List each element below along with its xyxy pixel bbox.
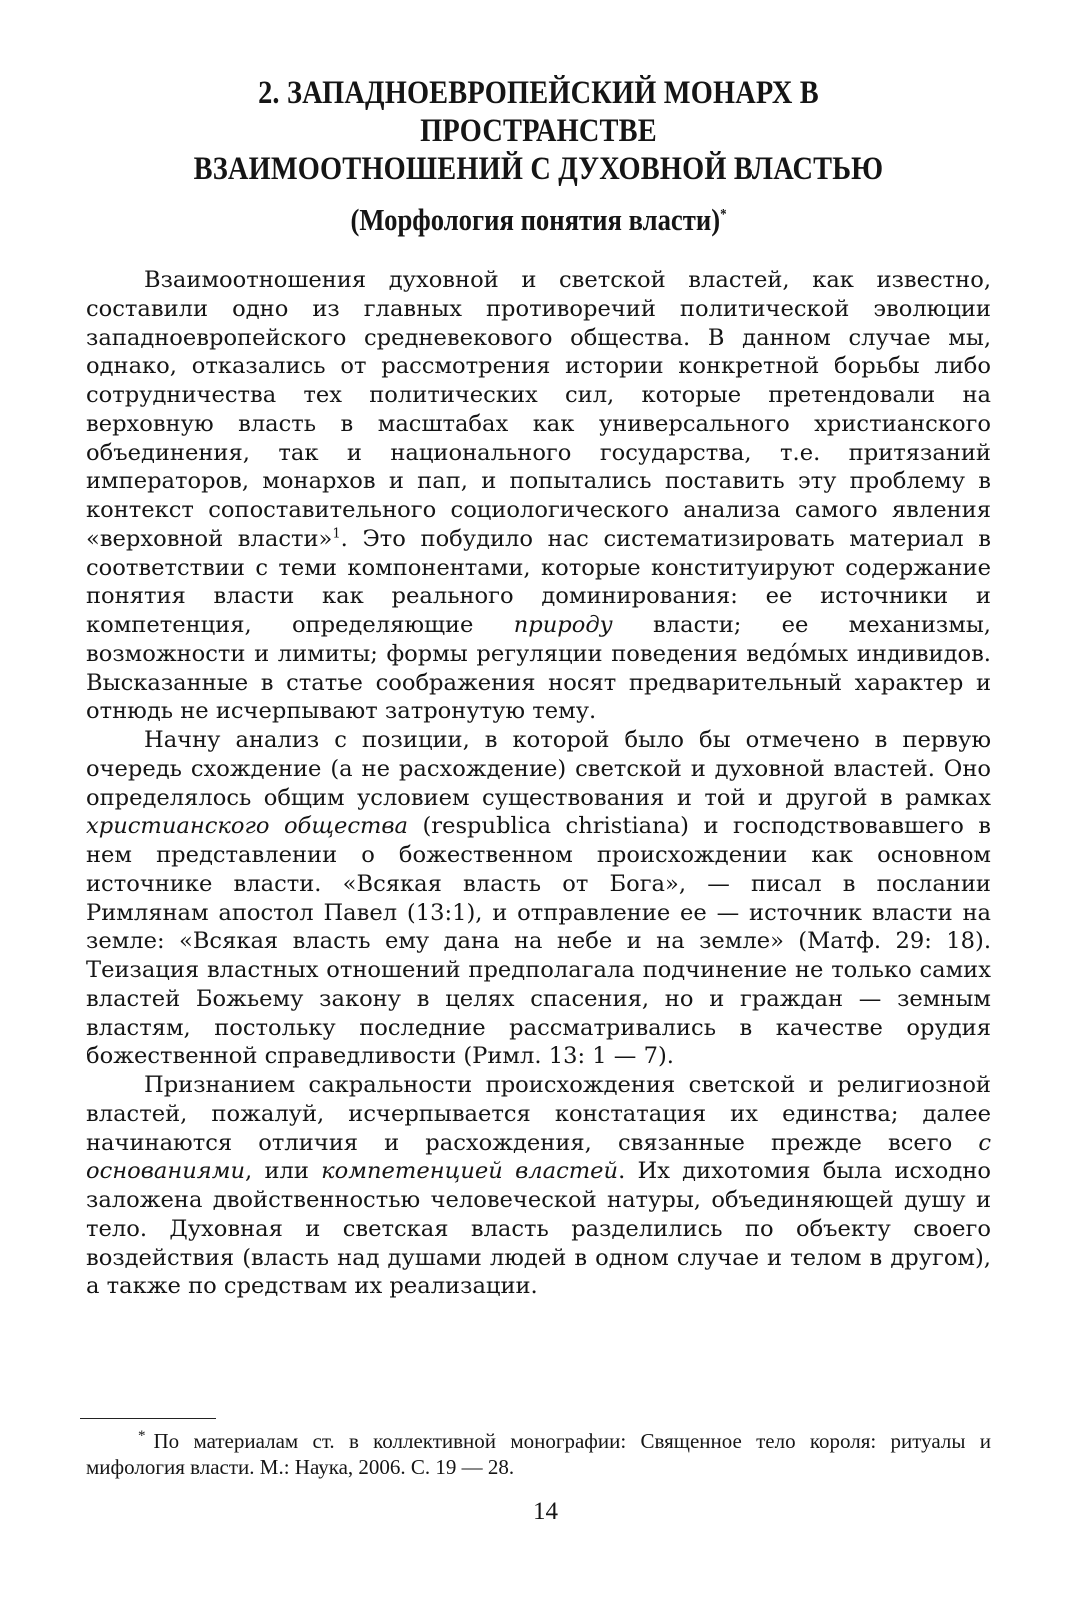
paragraph-3-text-c: . Их дихотомия была исходно заложена двойственностью человеческой натуры, объединяющей душу и тело. Духовная и светская власть разделились по объекту своего воздействия (власть над душами людей в одном случае и телом в другом), а также по средствам их реализации. [86,1158,991,1300]
chapter-heading-line-1: 2. ЗАПАДНОЕВРОПЕЙСКИЙ МОНАРХ В ПРОСТРАНСТВЕ [258,75,819,149]
chapter-heading-line-2: ВЗАИМООТНОШЕНИЙ С ДУХОВНОЙ ВЛАСТЬЮ [193,151,884,187]
body-text [86,266,991,1301]
chapter-subtitle [149,202,927,238]
paragraph-1-emphasis: природу [513,612,613,638]
paragraph-1-text-b: . Это побудило нас систематизировать материал в соответствии с теми компонентами, которые конституируют содержание понятия власти как реального доминирования: ее источники и компетенция, определяющие [86,525,991,638]
paragraph-3 [86,1071,991,1301]
footnote-divider [80,1418,216,1419]
footnote-mark: * [138,1428,146,1444]
paragraph-1 [86,266,991,726]
chapter-subtitle-text: (Морфология понятия власти) [350,202,721,237]
footnote-text: По материалам ст. в коллективной монографии: Священное тело короля: ритуалы и мифология власти. М.: Наука, 2006. С. 19 — 28. [86,1429,991,1479]
paragraph-2-text-a: Начну анализ с позиции, в которой было бы отмечено в первую очередь схождение (а не расхождение) светской и духовной властей. Оно определялось общим условием существования и той и другой в рамках [86,727,991,811]
footnote-reference-mark: * [720,206,727,223]
paragraph-3-text-b: , или [245,1158,322,1185]
footnote-reference-1: 1 [332,526,341,542]
page-content [86,74,991,1301]
paragraph-2 [86,726,991,1071]
paragraph-3-emphasis-2: компетенцией властей [321,1158,619,1185]
paragraph-1-text-a: Взаимоотношения духовной и светской властей, как известно, составили одно из главных противоречий политической эволюции западноевропейского средневекового общества. В данном случае мы, однако, отказались от рассмотрения истории конкретной борьбы либо сотрудничества тех политических сил, которые претендовали на верховную власть в масштабах как универсального христианского объединения, так и национального государства, т.е. притязаний императоров, монархов и пап, и попытались поставить эту проблему в контекст сопоставительного социологического анализа самого явления «верховной власти» [86,267,991,552]
footnote [86,1428,991,1480]
paragraph-3-text-a: Признанием сакральности происхождения светской и религиозной властей, пожалуй, исчерпывается констатация их единства; далее начинаются отличия и расхождения, связанные прежде всего [86,1072,991,1156]
chapter-heading [149,74,927,188]
page-number: 14 [533,1498,558,1525]
paragraph-3-emphasis-1: с основаниями [86,1129,991,1185]
paragraph-2-emphasis: христианского общества [86,813,409,840]
paragraph-2-text-b: (respublica christiana) и господствовавшего в нем представлении о божественном происхождении как основном источнике власти. «Всякая власть от Бога», — писал в послании Римлянам апостол Павел (13:1), и отправление ее — источник власти на земле: «Всякая власть ему дана на небе и на земле» (Матф. 29: 18). Теизация властных отношений предполагала подчинение не только самих властей Божьему закону в целях спасения, но и граждан — земным властям, постольку последние рассматривались в качестве орудия божественной справедливости (Римл. 13: 1 — 7). [86,813,991,1070]
paragraph-1-text-c: власти; ее механизмы, возможности и лимиты; формы регуляции поведения ведо́мых индивидов. Высказанные в статье соображения носят предварительный характер и отнюдь не исчерпывают затронутую тему. [86,612,991,725]
